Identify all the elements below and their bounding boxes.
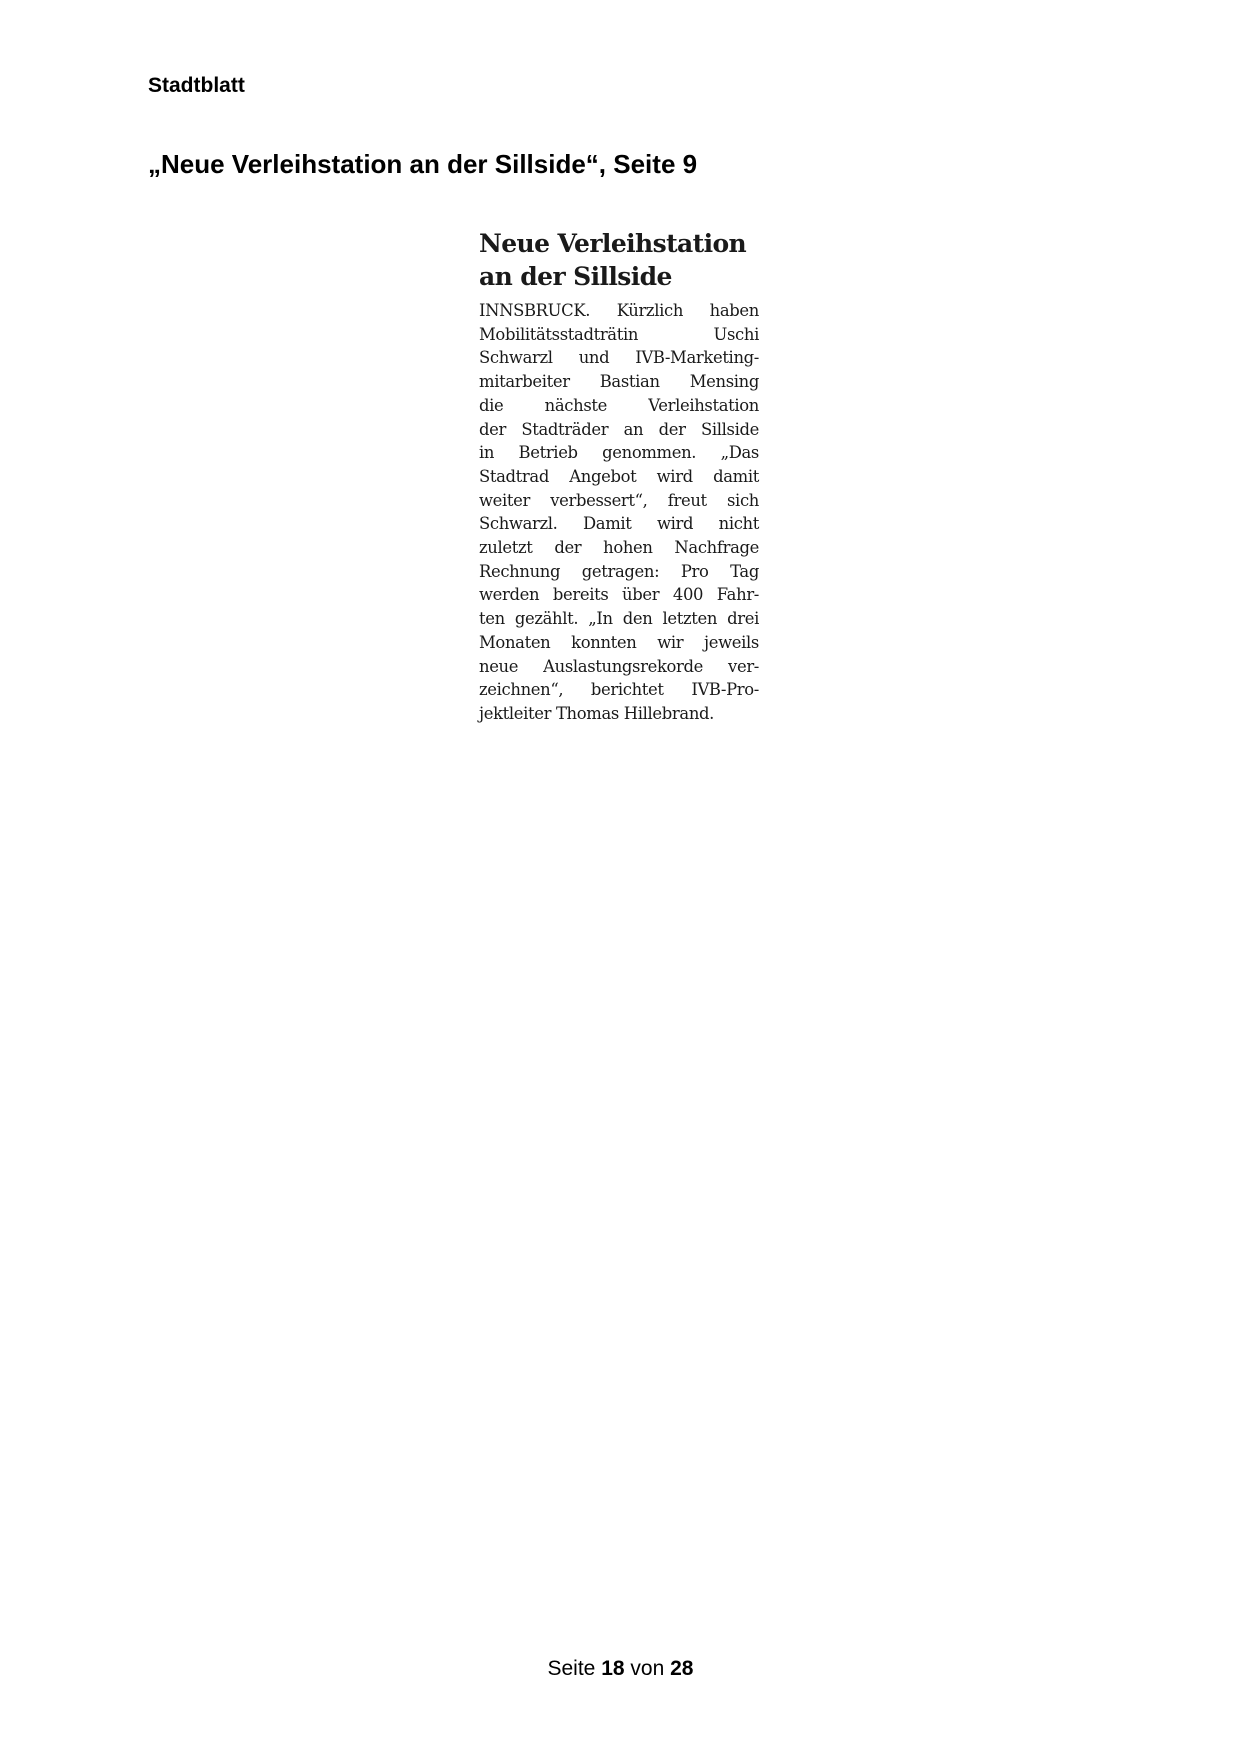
page-number-footer xyxy=(0,1656,1241,1682)
clipping-body-line: Schwarzl und IVB-Marketing- xyxy=(479,348,759,368)
clipping-headline xyxy=(479,227,759,293)
clipping-body-line: neue Auslastungsrekorde ver- xyxy=(479,656,759,676)
clipping-body-line: jektleiter Thomas Hillebrand. xyxy=(479,703,715,723)
clipping-body-line: Stadtrad Angebot wird damit xyxy=(479,466,759,486)
clipping-body-line: INNSBRUCK. Kürzlich haben xyxy=(479,301,759,320)
clipping-body-line: Monaten konnten wir jeweils xyxy=(479,632,759,652)
clipping-headline-line: Neue Verleihstation xyxy=(479,229,747,258)
clipping-body-line: der Stadträder an der Sillside xyxy=(479,419,759,439)
clipping-body-line: ten gezählt. „In den letzten drei xyxy=(479,609,759,629)
clipping-headline-line: an der Sillside xyxy=(479,262,672,291)
clipping-body-line: weiter verbessert“, freut sich xyxy=(479,490,759,510)
page-separator: von xyxy=(630,1657,665,1680)
clipping-body xyxy=(479,299,759,726)
total-page-count: 28 xyxy=(670,1657,694,1680)
current-page-number: 18 xyxy=(601,1657,625,1680)
clipping-body-line: Mobilitätsstadträtin Uschi xyxy=(479,324,759,344)
clipping-body-line: zeichnen“, berichtet IVB-Pro- xyxy=(479,680,759,700)
publication-name: Stadtblatt xyxy=(148,74,245,97)
page-prefix: Seite xyxy=(547,1657,596,1680)
newspaper-clipping xyxy=(479,227,759,726)
clipping-body-line: zuletzt der hohen Nachfrage xyxy=(479,538,759,558)
clipping-body-line: Schwarzl. Damit wird nicht xyxy=(479,514,759,534)
clipping-body-line: in Betrieb genommen. „Das xyxy=(479,443,759,463)
article-reference-title: „Neue Verleihstation an der Sillside“, Seite 9 xyxy=(148,149,698,179)
clipping-body-line: mitarbeiter Bastian Mensing xyxy=(479,372,759,392)
clipping-body-line: die nächste Verleihstation xyxy=(479,395,759,415)
clipping-body-line: Rechnung getragen: Pro Tag xyxy=(479,561,759,581)
clipping-body-line: werden bereits über 400 Fahr- xyxy=(479,585,759,605)
